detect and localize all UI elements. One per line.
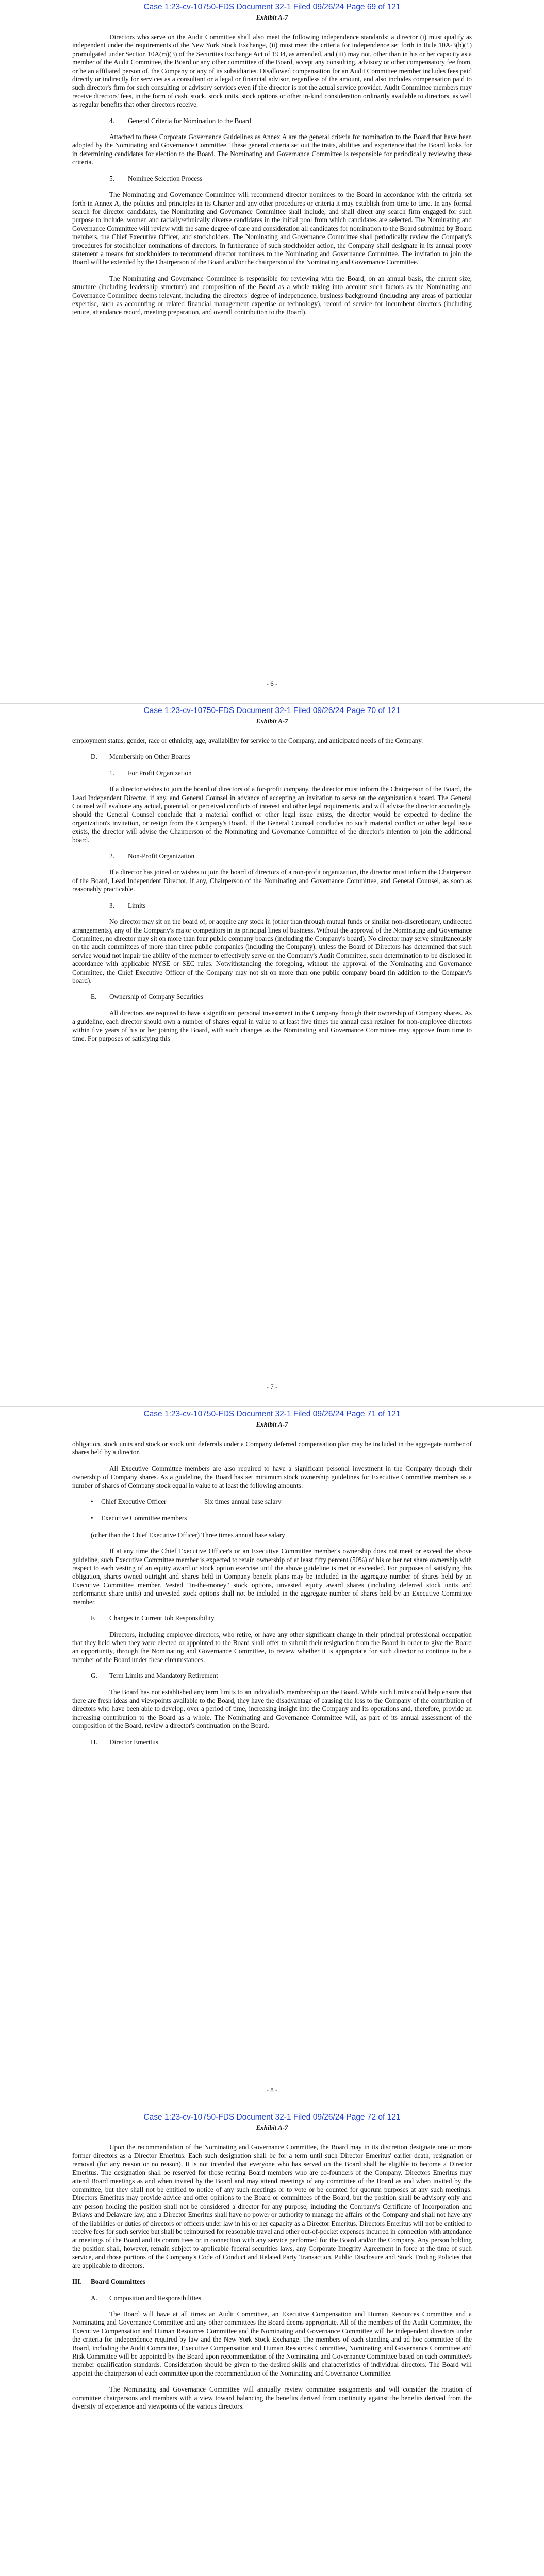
- role-label: Chief Executive Officer: [101, 1498, 167, 1506]
- section-number: 2.: [109, 852, 114, 860]
- section-heading: [72, 1738, 472, 1747]
- section-title: For Profit Organization: [128, 769, 192, 777]
- ownership-guidelines-list: [72, 1498, 472, 1523]
- exhibit-label: Exhibit A-7: [256, 13, 288, 21]
- exhibit-label: Exhibit A-7: [256, 2124, 288, 2131]
- paragraph: The Nominating and Governance Committee will recommend director nominees to the Board in accordance with the criteria set forth in Annex A, the policies and principles in its Charter and any other procedures or criteria it may establish from time to time. In any formal search for director candidates, the Nominating and Governance Committee shall include, and shall direct any search firm engaged for such purpose to include, women and racially/ethnically diverse candidates in the initial pool from which candidates are selected. The Nominating and Governance Committee will review with the same degree of care and consideration all candidates for nomination to the Board submitted by Board members, the Chief Executive Officer, and stockholders. The Nominating and Governance Committee shall periodically review the Company's procedures for stockholder nominations of directors. In furtherance of such stockholder action, the Company shall designate in its annual proxy statement a means for stockholders to recommend director nominees to the Nominating and Governance Committee. The invitation to join the Board will be extended by the Chairperson of the Board and/or the chairperson of the Nominating and Governance Committee.: [72, 191, 472, 266]
- paragraph: All directors are required to have a significant personal investment in the Company through their ownership of Company shares. As a guideline, each director should own a number of shares equal in value to at least five times the annual cash retainer for non-employee directors within five years of his or her joining the Board, with such changes as the Nominating and Governance Committee may approve from time to time. For purposes of satisfying this: [72, 1009, 472, 1042]
- exhibit-label: Exhibit A-7: [256, 717, 288, 725]
- section-title: Nominee Selection Process: [128, 174, 203, 182]
- section-heading: [72, 1614, 472, 1622]
- paragraph: The Nominating and Governance Committee will annually review committee assignments and will consider the rotation of committee chairpersons and members with a view toward balancing the benefits derived from continuity against the benefits derived from the diversity of experience and viewpoints of the various directors.: [72, 2385, 472, 2410]
- list-item: [72, 1514, 472, 1522]
- bullet-icon: •: [91, 1498, 93, 1506]
- case-header: Case 1:23-cv-10750-FDS Document 32-1 Filed 09/26/24 Page 72 of 121: [143, 2113, 401, 2122]
- section-number: D.: [91, 753, 97, 761]
- section-title: Ownership of Company Securities: [109, 993, 204, 1001]
- paragraph: All Executive Committee members are also required to have a significant personal investment in the Company through their ownership of Company shares. As a guideline, the Board has set minimum stock ownership guidelines for Executive Committee members as a number of shares of Company stock equal in value to at least the following amounts:: [72, 1464, 472, 1489]
- section-number: III.: [72, 2278, 82, 2286]
- section-heading: [72, 769, 472, 777]
- paragraph: The Board will have at all times an Audit Committee, an Executive Compensation and Human Resources Committee and a Nominating and Governance Committee and any other committees the Board deems appropriate. All of the members of the Audit Committee, the Executive Compensation and Human Resources Committee and the Nominating and Governance Committee will be independent directors under the criteria for independence required by law and the New York Stock Exchange. The members of each standing and ad hoc committee of the Board, including the Audit Committee, Executive Compensation and Human Resources Committee, Nominating and Governance Committee and Risk Committee will be appointed by the Board upon recommendation of the Nominating and Governance Committee based on each committee's member qualification standards. Consideration should be given to the desired skills and characteristics of individual directors. The Board will appoint the chairperson of each committee upon the recommendation of the Nominating and Governance Committee.: [72, 2310, 472, 2377]
- page-number: - 7 -: [266, 1383, 278, 1391]
- section-heading: [72, 175, 472, 183]
- section-title: Non-Profit Organization: [128, 852, 195, 860]
- paragraph: If at any time the Chief Executive Officer's or an Executive Committee member's ownership does not meet or exceed the above guideline, such Executive Committee member is expected to retain ownership of at least fifty percent (50%) of his or her net share ownership with respect to each vesting of an equity award or stock option exercise until the above guideline is met or exceeded. For purposes of satisfying this obligation, shares owned outright and shares held in Company benefit plans may be included in the aggregate number of shares held by an Executive Committee member. Vested "in-the-money" stock options, unvested equity award shares (including deferred stock units and performance share units) and unvested stock options shall not be included in the aggregate number of shares held by an Executive Committee member.: [72, 1547, 472, 1606]
- paragraph: The Board has not established any term limits to an individual's membership on the Board. While such limits could help ensure that there are fresh ideas and viewpoints available to the Board, they have the disadvantage of causing the loss to the Company of the contribution of directors who have been able to develop, over a period of time, increasing insight into the Company and its operations and, therefore, provide an increasing contribution to the Board as a whole. The Nominating and Governance Committee will, as part of its annual assessment of the composition of the Board, review a director's continuation on the Board.: [72, 1688, 472, 1730]
- section-title: Membership on Other Boards: [109, 753, 191, 761]
- section-title: Board Committees: [91, 2278, 145, 2286]
- section-number: 3.: [109, 901, 114, 909]
- case-header: Case 1:23-cv-10750-FDS Document 32-1 Filed 09/26/24 Page 70 of 121: [143, 706, 401, 715]
- case-header: Case 1:23-cv-10750-FDS Document 32-1 Filed 09/26/24 Page 69 of 121: [143, 3, 401, 11]
- section-heading: [72, 753, 472, 761]
- section-number: H.: [91, 1738, 97, 1746]
- paragraph: If a director has joined or wishes to join the board of directors of a non-profit organization, the director must inform the Chairperson of the Board, Lead Independent Director, if any, Chairperson of the Nominating and Governance Committee, and General Counsel, as soon as reasonably practicable.: [72, 868, 472, 893]
- section-title: Composition and Responsibilities: [109, 2294, 202, 2302]
- section-number: E.: [91, 993, 97, 1001]
- list-item: [72, 1498, 472, 1506]
- document-page-72: [0, 2110, 544, 2576]
- paragraph: No director may sit on the board of, or acquire any stock in (other than through mutual funds or similar non-discretionary, undirected arrangements), any of the Company's major competitors in its principal lines of business. Without the approval of the Nominating and Governance Committee, no director may sit on more than four public company boards (including the Company's board). No director may serve simultaneously on the audit committees of more than three public companies (including the Company), unless the Board of Directors has determined that such service would not impair the ability of the member to effectively serve on the Company's Audit Committee, such determination to be disclosed in accordance with applicable NYSE or SEC rules. Notwithstanding the foregoing, without the approval of the Nominating and Governance Committee, the Chief Executive Officer of the Company may not sit on more than one public company board (in addition to the Company's board).: [72, 918, 472, 985]
- paragraph: The Nominating and Governance Committee is responsible for reviewing with the Board, on an annual basis, the current size, structure (including leadership structure) and composition of the Board as a whole taking into account such factors as the Nominating and Governance Committee deems relevant, including the directors' degree of independence, business background (including any areas of particular expertise, such as accounting or related financial management expertise or technology), record of service for incumbent directors (including tenure, attendance record, meeting preparation, and overall contribution to the Board),: [72, 274, 472, 316]
- paragraph: obligation, stock units and stock or stock unit deferrals under a Company deferred compensation plan may be included in the aggregate number of shares held by a director.: [72, 1440, 472, 1456]
- section-heading: [72, 852, 472, 860]
- bullet-icon: •: [91, 1514, 93, 1522]
- section-heading: [72, 117, 472, 125]
- role-label: Executive Committee members: [101, 1514, 187, 1522]
- section-number: 4.: [109, 116, 114, 125]
- document-page-71: [0, 1406, 544, 2110]
- section-title: Limits: [128, 901, 146, 909]
- section-title: Director Emeritus: [109, 1738, 158, 1746]
- ownership-amount: Six times annual base salary: [204, 1498, 282, 1506]
- section-title: General Criteria for Nomination to the Board: [128, 116, 251, 125]
- section-title: Changes in Current Job Responsibility: [109, 1614, 215, 1622]
- paragraph: Upon the recommendation of the Nominating and Governance Committee, the Board may in its discretion designate one or more former directors as a Director Emeritus. Each such designation shall be for a term until such Director Emeritus' earlier death, resignation or removal (for any reason or no reason). It is not intended that everyone who has served on the Board shall be eligible to become a Director Emeritus. The designation shall be reserved for those retiring Board members who are co-founders of the Company. Directors Emeritus may attend Board meetings as and when invited by the Board and may attend meetings of any committee of the Board as and when invited by the committee, but they shall not be entitled to notice of any such meetings or to vote or be counted for quorum purposes at any such meetings. Directors Emeritus may provide advice and offer opinions to the Board or committees of the Board, but the position shall be advisory only and any person holding the position shall not be considered a director for any purpose, including the Company's Certificate of Incorporation and Bylaws and Delaware law, and a Director Emeritus shall have no power or authority to manage the affairs of the Company and shall not have any of the liabilities or duties of directors or officers under law in his or her capacity as a Director Emeritus. Directors Emeritus will not be entitled to receive fees for such service but shall be reimbursed for reasonable travel and other out-of-pocket expenses incurred in connection with attendance at meetings of the Board and its committees or in connection with any service performed for the Board and/or the Company. Any person holding the position shall, however, remain subject to applicable federal securities laws, any Corporate Integrity Agreement in force at the time of such service, and those portions of the Company's Code of Conduct and Related Party Transaction, Public Disclosure and Stock Trading Policies that are applicable to directors.: [72, 2143, 472, 2269]
- section-number: A.: [91, 2294, 97, 2302]
- paragraph: employment status, gender, race or ethnicity, age, availability for service to the Company, and anticipated needs of the Company.: [72, 737, 423, 744]
- page-number: - 6 -: [266, 680, 278, 687]
- section-number: F.: [91, 1614, 96, 1622]
- case-header: Case 1:23-cv-10750-FDS Document 32-1 Filed 09/26/24 Page 71 of 121: [143, 1410, 401, 1418]
- paragraph: If a director wishes to join the board of directors of a for-profit company, the director must inform the Chairperson of the Board, the Lead Independent Director, if any, and General Counsel in advance of accepting an invitation to serve on the organization's board. The General Counsel will evaluate any actual, potential, or perceived conflicts of interest and other legal requirements, and will advise the director accordingly. Should the General Counsel conclude that a material conflict or other legal issue exists, the director would be expected to decline the organization's invitation, or resign from the Company's Board. If the General Counsel concludes no such material conflict or other legal issue exists, the director will advise the Chairperson of the Nominating and Governance Committee of the director's intention to join the additional board.: [72, 785, 472, 844]
- paragraph: Directors who serve on the Audit Committee shall also meet the following independence standards: a director (i) must qualify as independent under the requirements of the New York Stock Exchange, (ii) must meet the criteria for independence set forth in Rule 10A-3(b)(1) promulgated under Section 10A(m)(3) of the Securities Exchange Act of 1934, as amended, and (iii) may not, other than in his or her capacity as a member of the Audit Committee, the Board or any other committee of the Board, accept any consulting, advisory or other compensatory fee from, or be an affiliated person of, the Company or any of its subsidiaries. Disallowed compensation for an Audit Committee member includes fees paid directly or indirectly for services as a consultant or a legal or financial advisor, regardless of the amount, and also includes compensation paid to such director's firm for such consulting or advisory services even if the director is not the actual service provider. Audit Committee members may receive directors' fees, in the form of cash, stock, stock units, stock options or other in-kind consideration ordinarily available to directors, as well as regular benefits that other directors receive.: [72, 33, 472, 109]
- section-heading: [72, 2294, 472, 2302]
- section-number: 1.: [109, 769, 114, 777]
- paragraph: Attached to these Corporate Governance Guidelines as Annex A are the general criteria for nomination to the Board that have been adopted by the Nominating and Governance Committee. These general criteria set out the traits, abilities and experience that the Board looks for in determining candidates for election to the Board. The Nominating and Governance Committee is responsible for periodically reviewing these criteria.: [72, 133, 472, 166]
- section-heading: [72, 2278, 472, 2286]
- paragraph: Directors, including employee directors, who retire, or have any other significant change in their principal professional occupation that they held when they were elected or appointed to the Board shall offer to submit their resignation from the Board in order to give the Board an opportunity, through the Nominating and Governance Committee, to review whether it is appropriate for such director to continue to be a member of the Board under these circumstances.: [72, 1630, 472, 1664]
- exhibit-label: Exhibit A-7: [256, 1420, 288, 1428]
- document-page-70: [0, 703, 544, 1406]
- section-number: 5.: [109, 174, 114, 182]
- section-heading: [72, 1672, 472, 1680]
- section-heading: [72, 993, 472, 1001]
- list-note: (other than the Chief Executive Officer) Three times annual base salary: [91, 1531, 285, 1539]
- document-page-69: [0, 0, 544, 703]
- section-number: G.: [91, 1672, 97, 1680]
- page-number: - 8 -: [266, 2086, 278, 2094]
- section-title: Term Limits and Mandatory Retirement: [109, 1672, 218, 1680]
- section-heading: [72, 902, 472, 910]
